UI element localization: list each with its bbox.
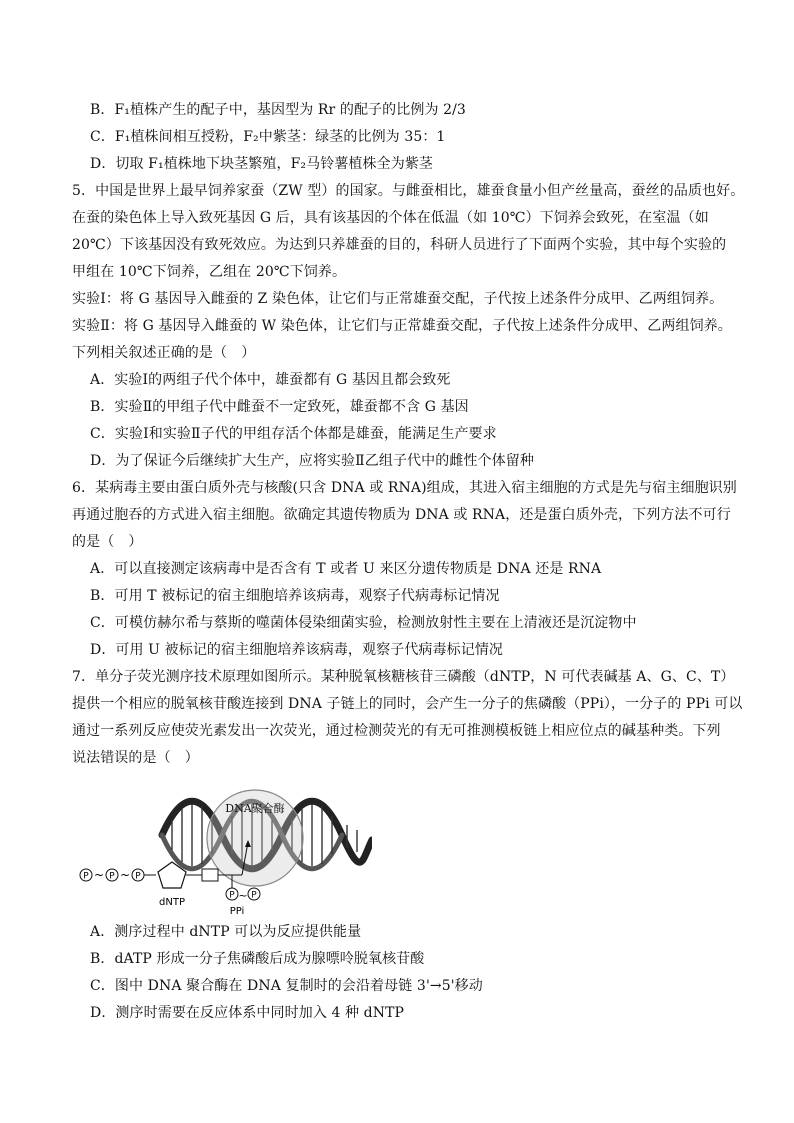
high-energy-bond: ~ <box>119 868 131 882</box>
triphosphate-group <box>80 868 144 882</box>
q5-stem-line: 在蚕的染色体上导入致死基因 G 后，具有该基因的个体在低温（如 10℃）下饲养会致死，在室温（如 <box>72 210 709 226</box>
phosphate-label: P <box>229 890 235 901</box>
q7-stem-line: 通过一系列反应使荧光素发出一次荧光，通过检测荧光的有无可推测模板链上相应位点的碱基种类。下列 <box>72 723 721 739</box>
q6-option-a: A．可以直接测定该病毒中是否含有 T 或者 U 来区分遗传物质是 DNA 还是 RNA <box>90 561 602 577</box>
q6-option-d: D．可用 U 被标记的宿主细胞培养该病毒，观察子代病毒标记情况 <box>90 642 504 658</box>
sequencing-diagram <box>72 780 372 920</box>
q5-stem-line: 甲组在 10℃下饲养，乙组在 20℃下饲养。 <box>72 264 347 280</box>
q5-question: 下列相关叙述正确的是（ ） <box>72 345 256 361</box>
phosphate-label: P <box>83 871 89 882</box>
base-rectangle <box>202 869 218 881</box>
phosphate-label: P <box>251 890 257 901</box>
q6-stem-line: 再通过胞吞的方式进入宿主细胞。欲确定其遗传物质为 DNA 或 RNA，还是蛋白质外壳，下列方法不可行 <box>72 507 731 523</box>
q7-option-d: D．测序时需要在反应体系中同时加入 4 种 dNTP <box>90 1005 405 1021</box>
phosphate-label: P <box>109 871 115 882</box>
high-energy-bond: ~ <box>238 889 248 902</box>
q6-option-c: C．可模仿赫尔希与蔡斯的噬菌体侵染细菌实验，检测放射性主要在上清液还是沉淀物中 <box>90 615 637 631</box>
dna-polymerase-label: DNA聚合酶 <box>225 802 285 815</box>
q6-option-b: B．可用 T 被标记的宿主细胞培养该病毒，观察子代病毒标记情况 <box>90 588 500 604</box>
q6-stem-line: 6．某病毒主要由蛋白质外壳与核酸(只含 DNA 或 RNA)组成，其进入宿主细胞的方式是先与宿主细胞识别 <box>72 480 737 496</box>
q5-option-b: B．实验Ⅱ的甲组子代中雌蚕不一定致死，雄蚕都不含 G 基因 <box>90 399 469 415</box>
q5-option-a: A．实验Ⅰ的两组子代个体中，雄蚕都有 G 基因且都会致死 <box>90 372 451 388</box>
q7-question: 说法错误的是（ ） <box>72 750 199 766</box>
q7-stem-line: 7．单分子荧光测序技术原理如图所示。某种脱氧核糖核苷三磷酸（dNTP，N 可代表碱基 A、G、C、T） <box>72 669 735 685</box>
q4-option-c: C．F₁植株间相互授粉，F₂中紫茎：绿茎的比例为 35：1 <box>90 129 446 145</box>
q7-stem-line: 提供一个相应的脱氧核苷酸连接到 DNA 子链上的同时，会产生一分子的焦磷酸（PPi），一分子的 PPi 可以 <box>72 696 743 712</box>
q5-experiment-2: 实验Ⅱ：将 G 基因导入雌蚕的 W 染色体，让它们与正常雄蚕交配，子代按上述条件分成甲、乙两组饲养。 <box>72 318 732 334</box>
q7-option-b: B．dATP 形成一分子焦磷酸后成为腺嘌呤脱氧核苷酸 <box>90 951 425 967</box>
q5-stem-line: 20℃）下该基因没有致死效应。为达到只养雄蚕的目的，科研人员进行了下面两个实验，其中每个实验的 <box>72 237 727 253</box>
q5-option-c: C．实验Ⅰ和实验Ⅱ子代的甲组存活个体都是雄蚕，能满足生产要求 <box>90 426 497 442</box>
ppi-label: PPi <box>229 906 245 917</box>
dntp-label: dNTP <box>159 897 185 908</box>
high-energy-bond: ~ <box>93 868 105 882</box>
q7-option-a: A．测序过程中 dNTP 可以为反应提供能量 <box>90 924 362 940</box>
q5-stem-line: 5．中国是世界上最早饲养家蚕（ZW 型）的国家。与雌蚕相比，雄蚕食量小但产丝量高，蚕丝的品质也好。 <box>72 183 745 199</box>
q4-option-b: B．F₁植株产生的配子中，基因型为 Rr 的配子的比例为 2/3 <box>90 102 466 118</box>
q6-question: 的是（ ） <box>72 534 143 550</box>
q4-option-d: D．切取 F₁植株地下块茎繁殖，F₂马铃薯植株全为紫茎 <box>90 156 434 172</box>
q5-option-d: D．为了保证今后继续扩大生产，应将实验Ⅱ乙组子代中的雌性个体留种 <box>90 453 534 469</box>
q5-experiment-1: 实验Ⅰ：将 G 基因导入雌蚕的 Z 染色体，让它们与正常雄蚕交配，子代按上述条件分成甲、乙两组饲养。 <box>72 291 724 307</box>
q7-option-c: C．图中 DNA 聚合酶在 DNA 复制时的会沿着母链 3'→5'移动 <box>90 978 483 994</box>
phosphate-label: P <box>135 871 141 882</box>
